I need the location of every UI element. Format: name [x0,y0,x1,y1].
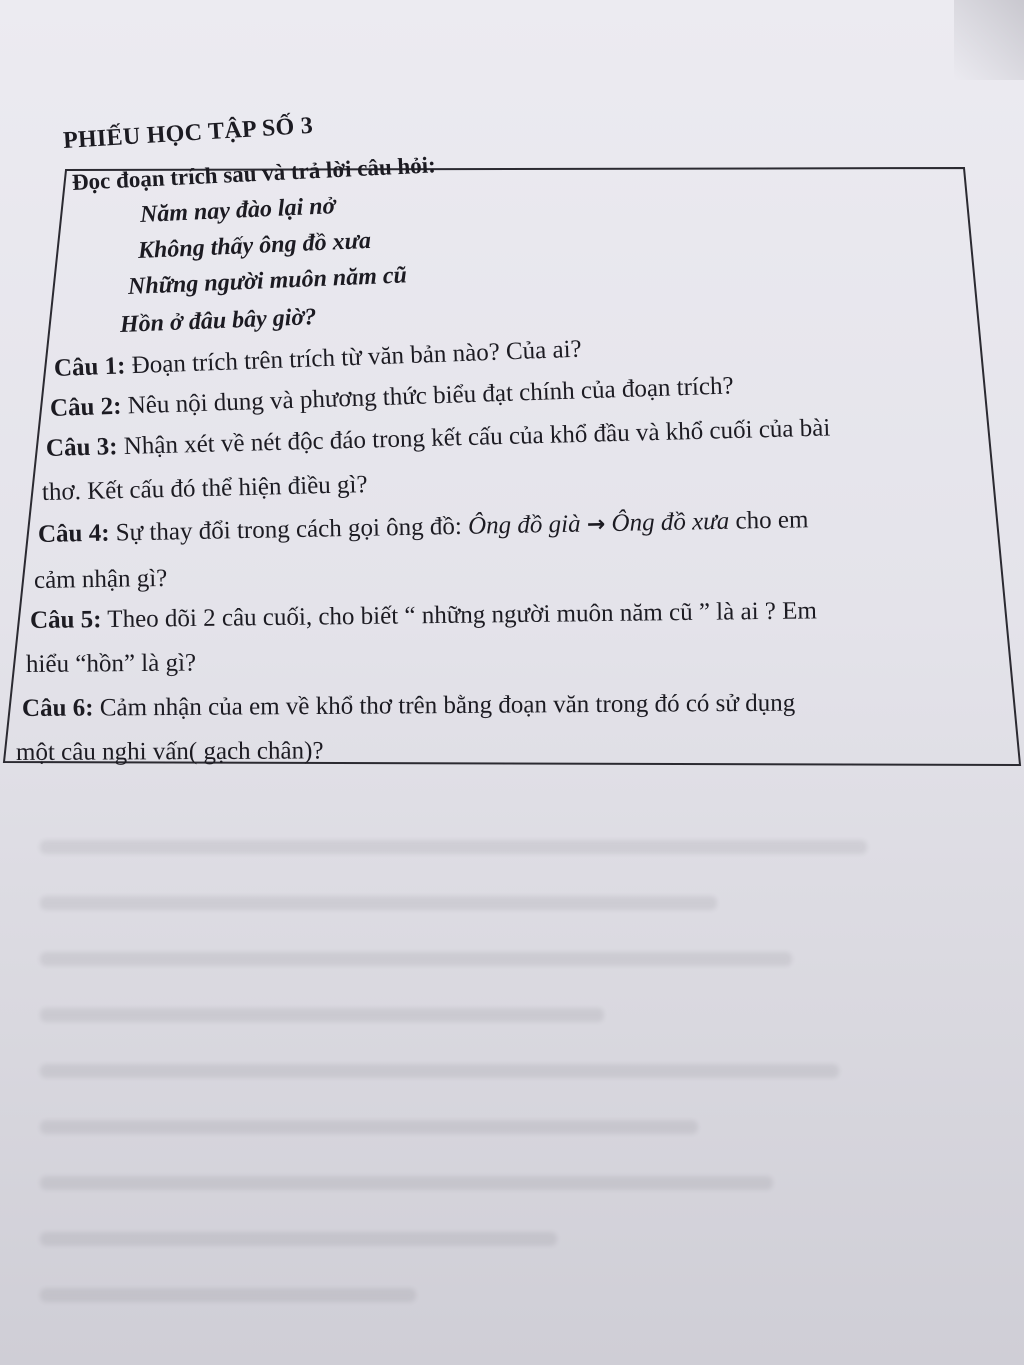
poem-line-3: Những người muôn năm cũ [127,262,408,300]
question-6-text: Cảm nhận của em về khổ thơ trên bằng đoạn văn trong đó có sử dụng [93,689,796,722]
question-4-continuation: cảm nhận gì? [33,564,168,594]
question-1-label: Câu 1: [53,352,126,382]
question-4-term-new: Ông đồ xưa [611,507,730,537]
question-2-text: Nêu nội dung và phương thức biểu đạt chính của đoạn trích? [121,372,734,420]
question-1-text: Đoạn trích trên trích từ văn bản nào? Của ai? [124,335,583,380]
question-4-label: Câu 4: [37,519,110,548]
question-6-continuation: một câu nghi vấn( gạch chân)? [15,737,324,766]
question-5-continuation: hiểu “hồn” là gì? [25,649,197,678]
question-4-text-end: cho em [729,506,809,535]
question-3-continuation: thơ. Kết cấu đó thể hiện điều gì? [41,471,368,506]
question-6-label: Câu 6: [21,694,94,722]
question-5-label: Câu 5: [29,606,102,634]
arrow-right-icon: → [586,512,606,538]
poem-line-2: Không thấy ông đồ xưa [137,227,372,264]
worksheet-title: PHIẾU HỌC TẬP SỐ 3 [62,112,314,155]
question-4-text: Sự thay đổi trong cách gọi ông đồ: [109,512,469,547]
poem-line-1: Năm nay đào lại nở [139,193,336,228]
instruction-text: Đọc đoạn trích sau và trả lời câu hỏi: [71,152,437,195]
question-4-term-old: Ông đồ già [467,510,581,540]
question-5-text: Theo dõi 2 câu cuối, cho biết “ những người muôn năm cũ ” là ai ? Em [101,597,818,634]
question-6 [22,689,795,724]
question-2-label: Câu 2: [49,392,122,422]
question-3-text: Nhận xét về nét độc đáo trong kết cấu của khổ đầu và khổ cuối của bài [117,414,831,461]
poem-line-4: Hồn ở đâu bây giờ? [119,304,317,338]
question-3-label: Câu 3: [45,433,118,462]
